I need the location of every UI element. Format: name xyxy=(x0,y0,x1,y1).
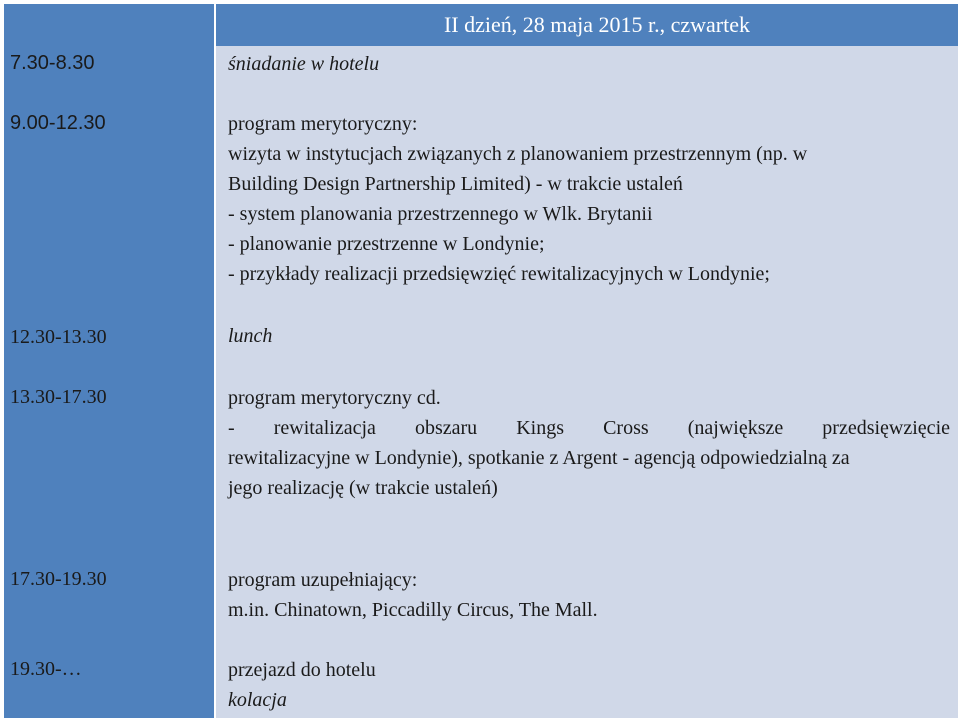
breakfast-text: śniadanie w hotelu xyxy=(228,53,380,75)
time-slot: 7.30-8.30 xyxy=(10,52,95,74)
program-line: Building Design Partnership Limited) - w trakcie ustaleń xyxy=(228,173,683,195)
extra-program-heading: program uzupełniający: xyxy=(228,569,418,591)
program-heading: program merytoryczny cd. xyxy=(228,387,441,409)
dinner-text: kolacja xyxy=(228,689,287,711)
content-column xyxy=(216,46,958,718)
program-line: - rewitalizacja obszaru Kings Cross (największe przedsięwzięcie xyxy=(228,417,950,439)
program-line: - planowanie przestrzenne w Londynie; xyxy=(228,233,545,255)
extra-program-line: m.in. Chinatown, Piccadilly Circus, The Mall. xyxy=(228,599,598,621)
time-slot: 17.30-19.30 xyxy=(10,568,107,590)
time-column xyxy=(4,46,214,718)
program-line: wizyta w instytucjach związanych z planowaniem przestrzennym (np. w xyxy=(228,143,808,165)
program-line: rewitalizacyjne w Londynie), spotkanie z Argent - agencją odpowiedzialną za xyxy=(228,447,850,469)
day-title: II dzień, 28 maja 2015 r., czwartek xyxy=(443,12,751,37)
program-heading: program merytoryczny: xyxy=(228,113,418,135)
time-slot: 9.00-12.30 xyxy=(10,112,106,134)
time-slot: 12.30-13.30 xyxy=(10,326,107,348)
lunch-text: lunch xyxy=(228,325,273,347)
transfer-text: przejazd do hotelu xyxy=(228,659,376,681)
header-time-cell xyxy=(4,4,214,46)
time-slot: 13.30-17.30 xyxy=(10,386,107,408)
time-slot: 19.30-… xyxy=(10,658,82,680)
program-line: jego realizację (w trakcie ustaleń) xyxy=(228,477,498,499)
program-line: - system planowania przestrzennego w Wlk. Brytanii xyxy=(228,203,653,225)
program-line: - przykłady realizacji przedsięwzięć rewitalizacyjnych w Londynie; xyxy=(228,263,770,285)
header-day-cell xyxy=(216,4,958,46)
